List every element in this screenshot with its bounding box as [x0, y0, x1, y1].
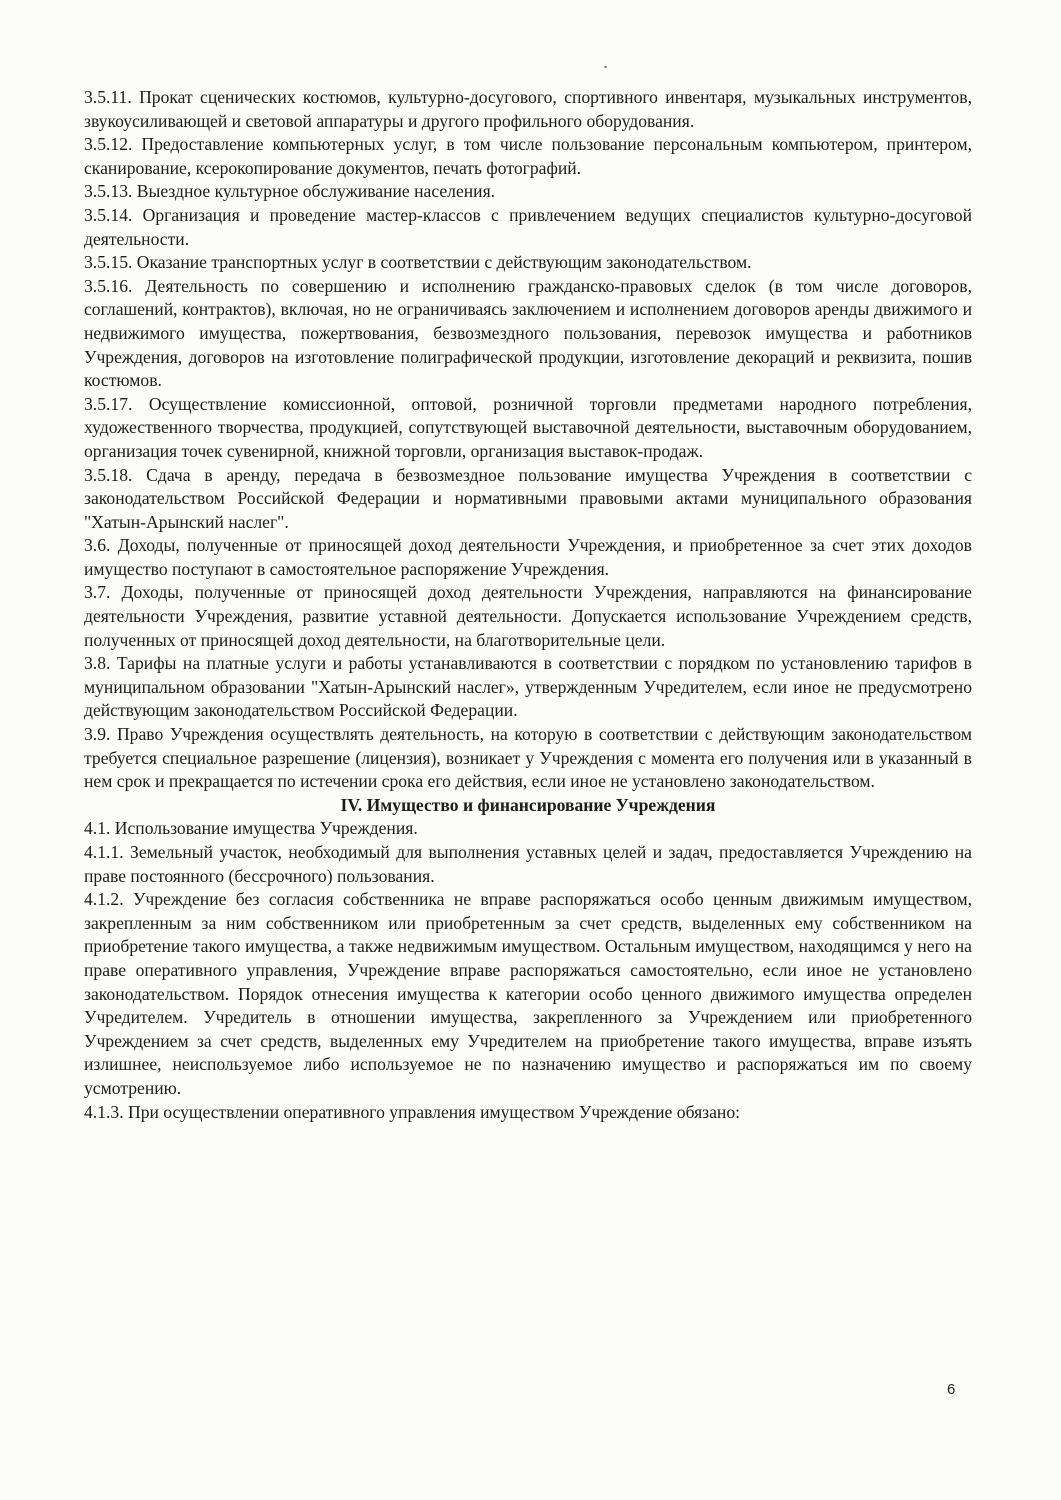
paragraph-3-5-11: 3.5.11. Прокат сценических костюмов, культурно-досугового, спортивного инвентаря, музыкальных инструментов, звукоусиливающей и световой аппаратуры и другого профильного оборудования.: [84, 87, 972, 131]
paragraph-4-1-3: 4.1.3. При осуществлении оперативного управления имуществом Учреждение обязано:: [84, 1101, 741, 1122]
scan-speck: [604, 66, 607, 68]
page-number: 6: [947, 1381, 956, 1398]
paragraph-3-6: 3.6. Доходы, полученные от приносящей доход деятельности Учреждения, и приобретенное за счет этих доходов имущество поступают в самостоятельное распоряжение Учреждения.: [84, 535, 972, 579]
paragraph-4-1-1: 4.1.1. Земельный участок, необходимый для выполнения уставных целей и задач, предоставляется Учреждению на праве постоянного (бессрочного) пользования.: [84, 842, 972, 886]
paragraph-3-5-13: 3.5.13. Выездное культурное обслуживание населения.: [84, 181, 496, 202]
paragraph-3-5-16: 3.5.16. Деятельность по совершению и исполнению гражданско-правовых сделок (в том числе договоров, соглашений, контрактов), включая, но не ограничиваясь заключением и исполнением договоров аренды движимого и недвижимого имущества, пожертвования, безвозмездного пользования, перевозок имущества и работников Учреждения, договоров на изготовление полиграфической продукции, изготовление декораций и реквизита, пошив костюмов.: [84, 275, 972, 391]
document-body: [84, 86, 972, 1124]
paragraph-4-1-2: 4.1.2. Учреждение без согласия собственника не вправе распоряжаться особо ценным движимым имуществом, закрепленным за ним собственником или приобретенным за счет средств, выделенных ему собственником на приобретение такого имущества, а также недвижимым имуществом. Остальным имуществом, находящимся у него на праве оперативного управления, Учреждение вправе распоряжаться самостоятельно, если иное не установлено законодательством. Порядок отнесения имущества к категории особо ценного движимого имущества определен Учредителем. Учредитель в отношении имущества, закрепленного за Учреждением или приобретенного Учреждением за счет средств, выделенных ему Учредителем на приобретение такого имущества, вправе изъять излишнее, неиспользуемое либо используемое не по назначению имущество и распоряжаться им по своему усмотрению.: [84, 889, 972, 1098]
paragraph-3-9: 3.9. Право Учреждения осуществлять деятельность, на которую в соответствии с действующим законодательством требуется специальное разрешение (лицензия), возникает у Учреждения с момента его получения или в указанный в нем срок и прекращается по истечении срока его действия, если иное не установлено законодательством.: [84, 724, 972, 792]
paragraph-3-5-15: 3.5.15. Оказание транспортных услуг в соответствии с действующим законодательством.: [84, 252, 752, 273]
paragraph-3-5-12: 3.5.12. Предоставление компьютерных услуг, в том числе пользование персональным компьютером, принтером, сканирование, ксерокопирование документов, печать фотографий.: [84, 134, 972, 178]
paragraph-3-5-17: 3.5.17. Осуществление комиссионной, оптовой, розничной торговли предметами народного потребления, художественного творчества, продукцией, сопутствующей выставочной деятельности, выставочным оборудованием, организация точек сувенирной, книжной торговли, организация выставок-продаж.: [84, 393, 972, 461]
paragraph-4-1: 4.1. Использование имущества Учреждения.: [84, 818, 418, 839]
paragraph-3-5-14: 3.5.14. Организация и проведение мастер-классов с привлечением ведущих специалистов культурно-досуговой деятельности.: [84, 204, 972, 249]
paragraph-3-7: 3.7. Доходы, полученные от приносящей доход деятельности Учреждения, направляются на финансирование деятельности Учреждения, развитие уставной деятельности. Допускается использование Учреждением средств, полученных от приносящей доход деятельности, на благотворительные цели.: [84, 582, 972, 650]
paragraph-3-5-18: 3.5.18. Сдача в аренду, передача в безвозмездное пользование имущества Учреждения в соответствии с законодательством Российской Федерации и нормативными правовыми актами муниципального образования "Хатын-Арынский наслег".: [84, 464, 972, 532]
paragraph-3-8: 3.8. Тарифы на платные услуги и работы устанавливаются в соответствии с порядком по установлению тарифов в муниципальном образовании "Хатын-Арынский наслег», утвержденным Учредителем, если иное не предусмотрено действующим законодательством Российской Федерации.: [84, 653, 972, 721]
section-heading: IV. Имущество и финансирование Учреждения: [340, 794, 716, 815]
